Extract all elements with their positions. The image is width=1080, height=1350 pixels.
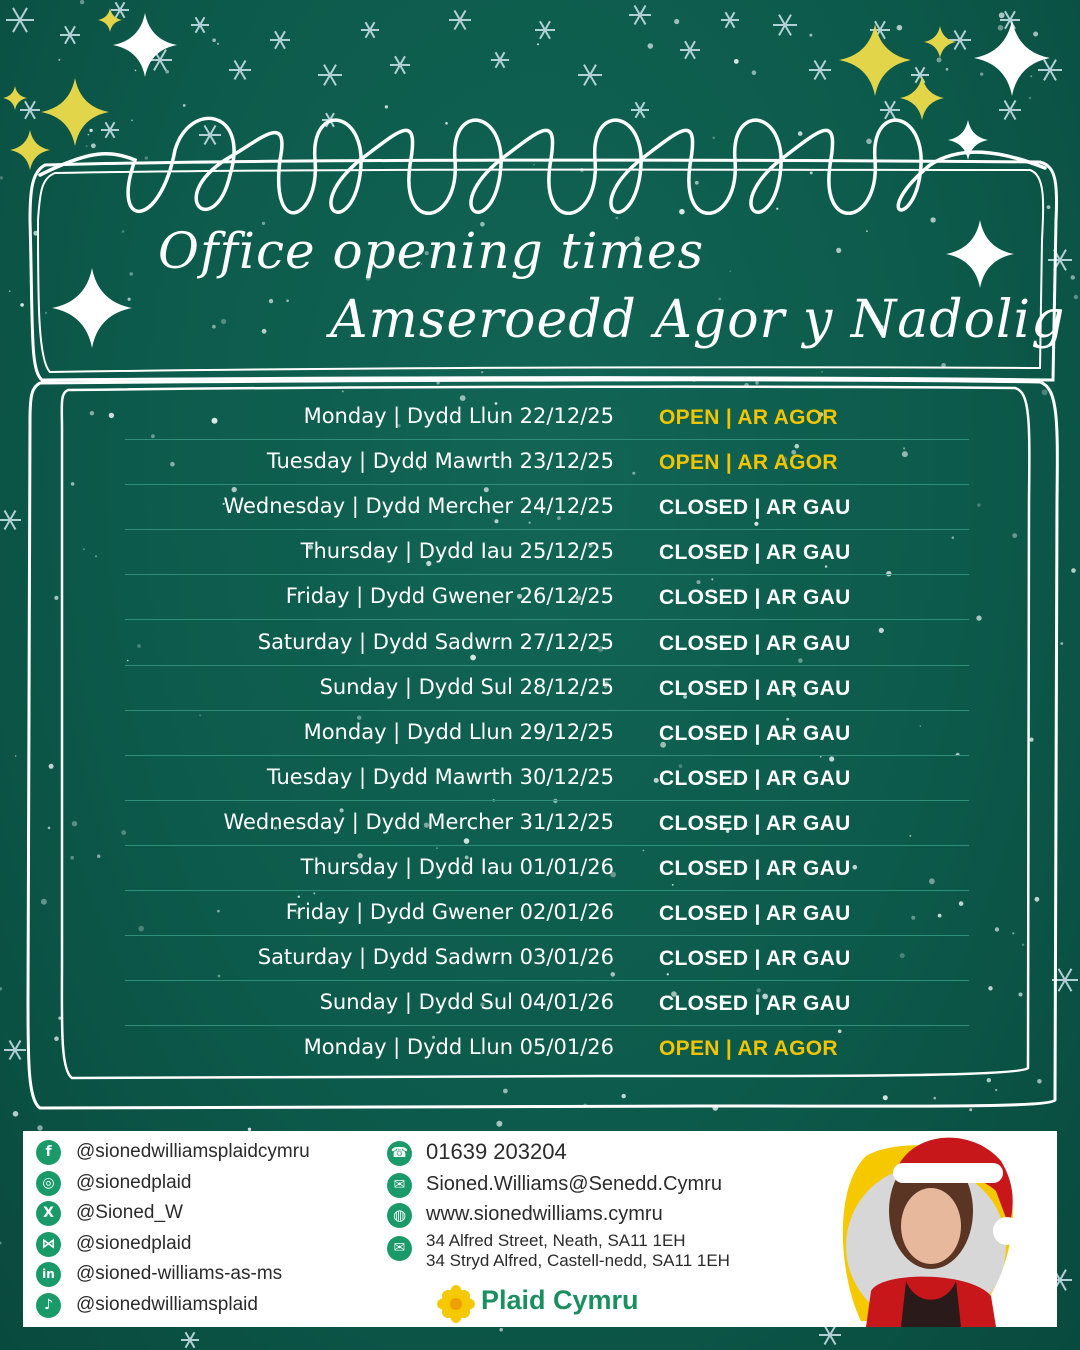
schedule-row [125,845,969,891]
snowflake-icon [911,67,929,83]
schedule-row [125,980,969,1026]
schedule-row [125,574,969,620]
snowflake-icon [101,122,119,138]
snow-dot [9,290,11,292]
snow-dot [730,271,732,273]
sparkle-icon [924,26,956,58]
snow-dot [999,12,1005,18]
schedule-row [125,755,969,801]
contact-card [23,1131,1057,1327]
snowflake-icon [0,511,21,530]
snow-dot [131,120,133,122]
status-closed: CLOSED | AR GAU [659,676,851,700]
schedule-row [125,935,969,981]
snowflake-icon [809,61,831,80]
schedule-day: Thursday | Dydd Iau 01/01/26 [300,855,614,879]
snowflake-icon [111,2,129,18]
snow-dot [20,303,24,307]
snow-dot [977,504,980,507]
snow-dot [1029,738,1033,742]
schedule-row [125,710,969,756]
schedule-day: Friday | Dydd Gwener 02/01/26 [285,900,614,925]
social-handle: @sionedwilliamsplaid [76,1294,258,1315]
status-closed: CLOSED | AR GAU [659,947,851,971]
schedule-day: Saturday | Dydd Sadwrn 03/01/26 [257,945,614,970]
sparkle-icon [946,220,1014,288]
snowflake-icon [20,101,40,118]
snow-dot [995,927,999,931]
sparkle-icon [41,78,109,146]
phone-number: 01639 203204 [426,1139,567,1164]
snow-dot [1022,944,1024,946]
schedule-day: Monday | Dydd Llun 29/12/25 [303,719,614,744]
snow-dot [45,312,47,314]
snowflake-icon [880,101,900,118]
snowflake-icon [318,65,342,86]
status-closed: CLOSED | AR GAU [659,766,851,790]
snowflake-icon [1048,250,1072,271]
snow-dot [262,329,267,334]
snow-dot [88,134,90,136]
snowflake-icon [491,52,509,68]
sparkle-icon [52,268,132,348]
snow-dot [481,371,483,373]
snowflake-icon [819,1326,841,1345]
sparkle-icon [839,24,911,96]
snow-dot [821,371,823,373]
daffodil-icon [437,1285,475,1323]
snowflake-icon [631,102,649,118]
snow-dot [937,58,942,63]
snow-dot [1074,295,1078,299]
address-welsh: 34 Stryd Alfred, Castell-nedd, SA11 1EH [426,1251,730,1270]
schedule-row [125,665,969,711]
snow-dot [445,122,448,125]
snow-dot [13,1111,19,1117]
status-closed: CLOSED | AR GAU [659,721,851,745]
bluesky-icon: ⋈ [36,1232,61,1257]
snow-dot [976,615,981,620]
brand-name: Plaid Cymru [481,1285,639,1315]
snow-dot [48,827,51,830]
snow-dot [798,131,803,136]
linkedin-icon: in [36,1262,61,1287]
snow-dot [41,899,47,905]
snow-dot [946,68,949,71]
snowflake-icon [629,6,651,25]
snow-dot [969,1108,972,1111]
snow-dot [499,1328,503,1332]
snow-dot [71,482,75,486]
schedule-row [125,890,969,936]
snow-dot [695,181,699,185]
schedule-day: Saturday | Dydd Sadwrn 27/12/25 [257,629,614,654]
instagram-icon: ◎ [36,1171,61,1196]
snow-dot [674,19,679,24]
status-closed: CLOSED | AR GAU [659,586,851,610]
snow-dot [58,59,60,61]
schedule-day: Sunday | Dydd Sul 04/01/26 [319,990,614,1015]
status-closed: CLOSED | AR GAU [659,992,851,1016]
snow-dot [80,0,84,4]
snow-dot [91,143,96,148]
snow-dot [89,129,92,132]
status-closed: CLOSED | AR GAU [659,811,851,835]
snow-dot [212,38,216,42]
snow-dot [86,145,88,147]
x-icon: X [36,1201,61,1226]
snow-dot [1035,897,1040,902]
schedule-day: Tuesday | Dydd Mawrth 30/12/25 [266,764,614,789]
sparkle-icon [900,76,944,120]
snowflake-icon [578,65,602,86]
schedule-day: Wednesday | Dydd Mercher 24/12/25 [223,494,614,519]
snow-dot [755,381,759,385]
snowflake-icon [1038,60,1062,81]
snow-dot [987,1078,991,1082]
snow-dot [165,70,169,74]
snowflake-icon [199,126,221,145]
status-open: OPEN | AR AGOR [659,406,838,429]
snow-dot [616,217,619,220]
snow-dot [1071,568,1076,573]
schedule-day: Friday | Dydd Gwener 26/12/25 [285,584,614,609]
snow-dot [537,43,539,45]
globe-icon: ◍ [387,1203,412,1228]
snowflake-icon [999,101,1021,120]
status-closed: CLOSED | AR GAU [659,631,851,655]
snow-dot [1029,97,1031,99]
snow-dot [49,764,54,769]
schedule-day: Monday | Dydd Llun 22/12/25 [303,404,614,428]
snow-dot [1047,205,1051,209]
snow-dot [503,1089,508,1094]
snow-dot [385,105,388,108]
snowflake-icon [721,12,739,28]
snow-dot [533,164,535,166]
snow-dot [0,1242,2,1245]
status-closed: CLOSED | AR GAU [659,857,851,880]
snow-dot [1037,1079,1042,1084]
schedule-row [125,620,969,666]
snow-dot [809,34,812,37]
status-closed: CLOSED | AR GAU [659,902,851,926]
facebook-icon: f [36,1140,61,1165]
schedule-row [125,439,969,485]
snow-dot [286,299,289,302]
snowflake-icon [60,26,80,43]
sparkle-icon [3,86,27,110]
snow-dot [1030,75,1032,77]
snowflake-icon [773,15,797,36]
snow-dot [713,137,715,139]
snow-dot [679,209,685,215]
snowflake-icon [390,56,410,73]
snowflake-icon [191,17,209,33]
snow-dot [998,25,1004,31]
schedule-day: Monday | Dydd Llun 05/01/26 [303,1035,614,1060]
snow-dot [1060,642,1063,645]
schedule-day: Wednesday | Dydd Mercher 31/12/25 [223,809,614,834]
snowflake-icon [4,1041,26,1060]
snow-dot [836,248,841,253]
snow-dot [72,821,77,826]
social-handle: @sionedplaid [76,1232,192,1254]
snowflake-icon [535,21,555,38]
snow-dot [269,299,273,303]
snow-dot [70,856,74,860]
snow-dot [1019,993,1023,997]
email-icon: ✉ [387,1173,412,1198]
snowflake-icon [449,11,471,30]
snow-dot [135,70,137,72]
swirl-decoration [40,118,1045,213]
title-english: Office opening times [158,222,705,280]
schedule-day: Tuesday | Dydd Mawrth 23/12/25 [266,449,614,474]
snow-dot [980,73,983,76]
snow-dot [933,1097,936,1100]
schedule-row [125,394,969,440]
snow-dot [776,208,778,210]
schedule-row [125,1025,969,1070]
schedule-day: Sunday | Dydd Sul 28/12/25 [319,674,614,699]
snow-dot [930,217,935,222]
status-open: OPEN | AR AGOR [659,1037,838,1061]
snow-dot [810,171,813,174]
snow-dot [54,1036,59,1041]
address-english: 34 Alfred Street, Neath, SA11 1EH [426,1231,686,1250]
phone-icon: ☎ [387,1141,412,1166]
snow-dot [1033,32,1038,37]
snowflake-icon [181,1332,199,1348]
snow-dot [648,43,654,49]
snow-dot [128,298,131,301]
snow-dot [883,1095,888,1100]
snowflake-icon [6,8,34,32]
schedule-row [125,484,969,530]
snow-dot [83,548,85,550]
snow-dot [342,390,344,392]
status-closed: CLOSED | AR GAU [659,496,851,520]
snowflake-icon [270,31,290,48]
snow-dot [145,156,148,159]
snow-dot [622,1094,626,1098]
snow-dot [988,986,992,990]
snow-dot [752,70,757,75]
snow-dot [866,139,872,145]
social-handle: @sioned-williams-as-ms [76,1263,283,1285]
snow-dot [866,230,868,232]
snow-dot [129,272,133,276]
tiktok-icon: ♪ [36,1293,61,1318]
snowflake-icon [680,41,700,58]
snow-dot [496,1121,502,1127]
snow-dot [1042,389,1048,395]
email-address: Sioned.Williams@Senedd.Cymru [426,1173,722,1195]
social-handle: @sionedplaid [76,1171,192,1193]
address-mail-icon: ✉ [387,1236,412,1261]
status-closed: CLOSED | AR GAU [659,541,851,565]
snow-dot [15,755,17,757]
social-handle: @sionedwilliamsplaidcymru [76,1141,310,1162]
snow-dot [217,43,219,45]
snow-dot [897,25,903,31]
snow-dot [212,325,216,329]
social-handle: @Sioned_W [76,1202,183,1224]
snow-dot [0,176,3,179]
sparkle-icon [113,13,177,77]
snowflake-icon [949,31,971,50]
snowflake-icon [229,61,251,80]
santa-hat-portrait [831,1131,1031,1327]
snow-dot [221,319,226,324]
snowflake-icon [361,22,379,38]
schedule-row [125,800,969,846]
snow-dot [1012,533,1017,538]
snow-dot [37,1125,42,1130]
snow-dot [122,230,125,233]
snow-dot [0,987,2,990]
snow-dot [734,59,739,64]
snow-dot [54,596,58,600]
website-url: www.sionedwilliams.cymru [426,1203,663,1225]
title-welsh: Amseroedd Agor y Nadolig [330,290,1066,350]
snow-dot [183,104,186,107]
schedule-row [125,529,969,575]
snow-dot [1012,932,1014,934]
status-open: OPEN | AR AGOR [659,451,838,475]
sparkle-icon [974,20,1050,96]
schedule-day: Thursday | Dydd Iau 25/12/25 [300,539,614,564]
snow-dot [1071,275,1075,279]
snow-dot [995,1089,997,1091]
